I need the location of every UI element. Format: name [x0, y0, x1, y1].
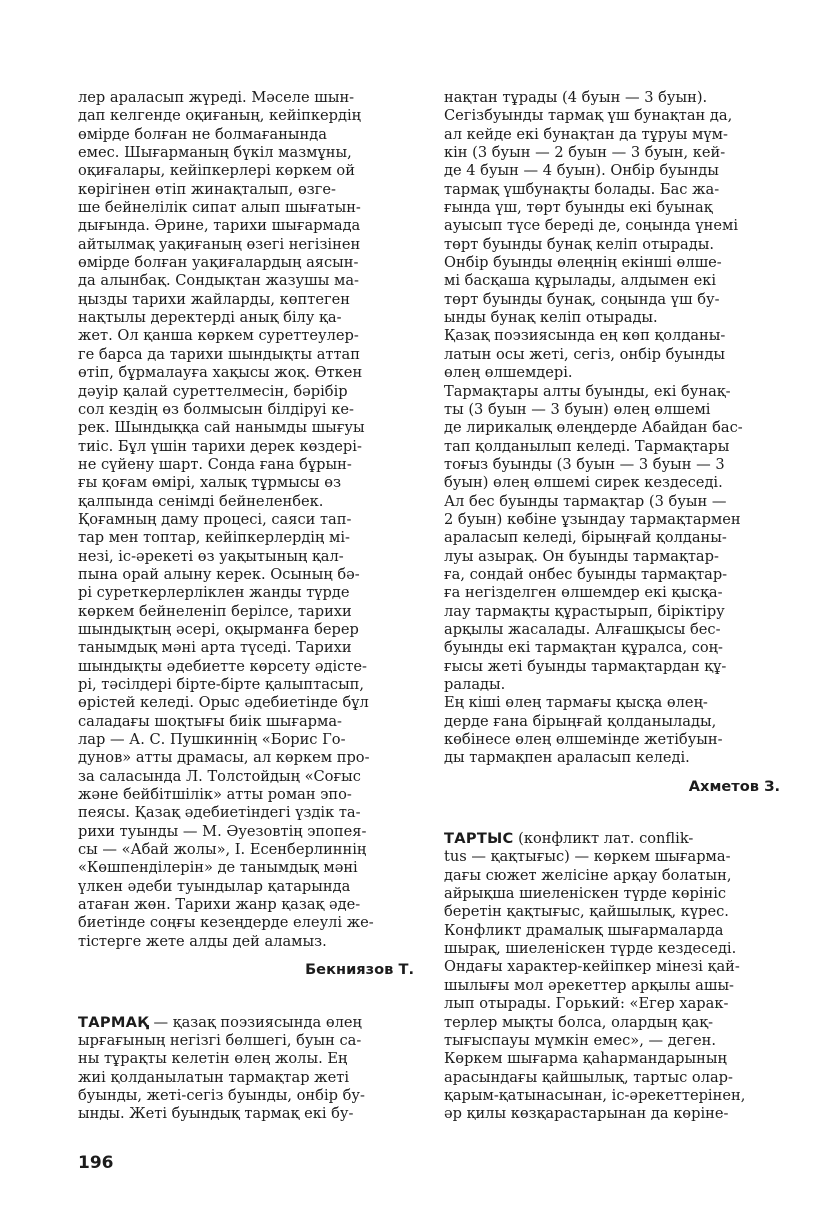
text-line: буынды екі тармақтан құралса, соң- [444, 639, 723, 657]
text-line: нақтылы деректерді анық білу қа- [78, 309, 342, 327]
text-line: айтылмақ уақиғаның өзегі негізінен [78, 235, 361, 253]
text-line: шындықтың әсері, оқырманға берер [78, 620, 359, 638]
text-line: саладағы шоқтығы биік шығарма- [78, 712, 342, 730]
text-line: де лирикалық өлеңдерде Абайдан бас- [444, 419, 743, 437]
text-line: араласып келеді, бірыңғай қолданы- [444, 529, 727, 547]
text-line: жиі қолданылатын тармақтар жеті [78, 1068, 349, 1086]
text-line: дығында. Әрине, тарихи шығармада [78, 217, 361, 235]
text-line: терлер мықты болса, олардың қақ- [444, 1013, 714, 1031]
text-line: төрт буынды бунақ, соңында үш бу- [444, 290, 720, 308]
text-line: тығыспауы мүмкін емес», — деген. [444, 1031, 716, 1049]
text-line: рек. Шындыққа сай нанымды шығуы [78, 419, 365, 437]
text-line: дунов» атты драмасы, ал көркем про- [78, 749, 370, 767]
text-line: незі, іс-әрекеті өз уақытының қал- [78, 547, 344, 565]
right-column [444, 89, 780, 1124]
text-line: әр қилы көзқарастарынан да көріне- [444, 1105, 729, 1123]
text-line: пеясы. Қазақ әдебиетіндегі үздік та- [78, 804, 361, 822]
text-line: Сегізбуынды тармақ үш бунақтан да, [444, 107, 733, 125]
text-line: арқылы жасалады. Алғашқысы бес- [444, 620, 721, 638]
entry-heading-rest: — қазақ поэзиясында өлең [148, 1013, 362, 1031]
entry-gap [78, 980, 414, 1014]
text-line: 2 буын) көбіне ұзындау тармақтармен [444, 510, 741, 528]
text-line: көрігінен өтіп жинақталып, өзге- [78, 180, 336, 198]
text-line: буын) өлең өлшемі сирек кездеседі. [444, 474, 723, 492]
text-line: айрықша шиеленіскен түрде көрініс [444, 885, 727, 903]
text-line: өмірде болған уақиғалардың аясын- [78, 254, 359, 272]
entry-heading: ТАРМАҚ [78, 1013, 149, 1031]
text-line: арасындағы қайшылық, тартыс олар- [444, 1068, 733, 1086]
left-column [78, 89, 414, 1124]
text-line: ал кейде екі бунақтан да тұруы мүм- [444, 125, 728, 143]
text-line: төрт буынды бунақ келіп отырады. [444, 235, 714, 253]
text-line: сы — «Абай жолы», І. Есенберлиннің [78, 841, 367, 859]
text-line: за саласында Л. Толстойдың «Соғыс [78, 767, 361, 785]
text-line [444, 830, 780, 848]
text-line: емес. Шығарманың бүкіл мазмұны, [78, 144, 352, 162]
text-line: биетінде соңғы кезеңдерде елеулі же- [78, 914, 374, 932]
text-line: нақтан тұрады (4 буын — 3 буын). [444, 89, 708, 106]
text-line: және бейбітшілік» атты роман эпо- [78, 786, 352, 804]
text-line: мі басқаша құрылады, алдымен екі [444, 272, 717, 290]
page-number: 196 [78, 1153, 114, 1173]
text-line: тар мен топтар, кейіпкерлердің мі- [78, 529, 350, 547]
text-line: ғында үш, төрт буынды екі буынақ [444, 199, 713, 217]
text-line: кін (3 буын — 2 буын — 3 буын, кей- [444, 144, 726, 162]
text-line: рихи туынды — М. Әуезовтің эпопея- [78, 822, 367, 840]
text-line: дап келгенде оқиғаның, кейіпкердің [78, 107, 362, 125]
text-line: танымдық мәні арта түседі. Тарихи [78, 639, 352, 657]
text-line: луы азырақ. Он буынды тармақтар- [444, 547, 719, 565]
text-line: ге барса да тарихи шындықты аттап [78, 345, 360, 363]
text-line: жет. Ол қанша көркем суреттеулер- [78, 327, 359, 345]
text-line: ше бейнелілік сипат алып шығатын- [78, 199, 361, 217]
text-line: латын осы жеті, сегіз, онбір буынды [444, 345, 725, 363]
text-line: оқиғалары, кейіпкерлері көркем ой [78, 162, 355, 180]
text-line: Ондағы характер-кейіпкер мінезі қай- [444, 958, 740, 976]
paragraph-syllable-meter [444, 89, 780, 327]
text-line: атаған жөн. Тарихи жанр қазақ әде- [78, 896, 361, 914]
text-line: тиіс. Бұл үшін тарихи дерек көздері- [78, 437, 362, 455]
text-line: Ең кіші өлең тармағы қысқа өлең- [444, 694, 708, 712]
text-line: Онбір буынды өлеңнің екінші өлше- [444, 254, 722, 272]
text-line: шылығы мол әрекеттер арқылы ашы- [444, 976, 734, 994]
text-line: ңызды тарихи жайларды, көптеген [78, 290, 351, 308]
text-line: тармақ үшбунақты болады. Бас жа- [444, 180, 720, 198]
text-line: Конфликт драмалық шығармаларда [444, 921, 724, 939]
text-line: шындықты әдебиетте көрсету әдісте- [78, 657, 367, 675]
text-line: ды тармақпен араласып келеді. [444, 749, 690, 767]
text-line: Ал бес буынды тармақтар (3 буын — [444, 492, 727, 510]
text-line: tus — қақтығыс) — көркем шығарма- [444, 848, 731, 866]
text-line: дәуір қалай суреттелмесін, бәрібір [78, 382, 348, 400]
text-line: пына орай алыну керек. Осының бә- [78, 565, 360, 583]
paragraph-society-depiction [78, 511, 414, 951]
text-line: Тармақтары алты буынды, екі бунақ- [444, 382, 731, 400]
text-line: қалпында сенімді бейнеленбек. [78, 492, 324, 510]
text-line: тап қолданылып келеді. Тармақтары [444, 437, 730, 455]
text-line: да алынбақ. Сондықтан жазушы ма- [78, 272, 359, 290]
text-line: тоғыз буынды (3 буын — 3 буын — 3 [444, 455, 725, 473]
text-line: беретін қақтығыс, қайшылық, күрес. [444, 903, 729, 921]
text-line: шырақ, шиеленіскен түрде кездеседі. [444, 940, 737, 958]
paragraph-historical-truth [78, 89, 414, 511]
text-line: өмірде болған не болмағанында [78, 125, 327, 143]
text-line: лер араласып жүреді. Мәселе шын- [78, 89, 355, 106]
text-line: ынды бунақ келіп отырады. [444, 309, 658, 327]
author-signature-beknyazov: Бекниязов Т. [305, 961, 414, 979]
text-line: өрістей келеді. Орыс әдебиетінде бұл [78, 694, 369, 712]
text-line: буынды, жеті-сегіз буынды, онбір бу- [78, 1086, 365, 1104]
text-line: де 4 буын — 4 буын). Онбір буынды [444, 162, 719, 180]
text-line: «Көшпенділерін» де танымдық мәні [78, 859, 358, 877]
text-line: тістерге жете алды дей аламыз. [78, 932, 327, 950]
entry-tarmak [78, 1014, 414, 1124]
text-line: ынды. Жеті буындық тармақ екі бу- [78, 1105, 354, 1123]
paragraph-shortest-line [444, 694, 780, 767]
entry-heading-rest: (конфликт лат. conflik- [513, 830, 694, 848]
text-line: көркем бейнеленіп берілсе, тарихи [78, 602, 352, 620]
text-line: көбінесе өлең өлшемінде жетібуын- [444, 731, 723, 749]
text-line: ға негізделген өлшемдер екі қысқа- [444, 584, 723, 602]
text-line: лып отырады. Горький: «Егер харак- [444, 995, 729, 1013]
text-line: лар — А. С. Пушкиннің «Борис Го- [78, 731, 346, 749]
text-line: ны тұрақты келетін өлең жолы. Ең [78, 1050, 348, 1068]
entry-tartys [444, 830, 780, 1124]
paragraph-six-syllable-lines [444, 383, 780, 695]
text-line: ты (3 буын — 3 буын) өлең өлшемі [444, 400, 711, 418]
text-line: Көркем шығарма қаһармандарының [444, 1050, 727, 1068]
paragraph-common-meters [444, 327, 780, 382]
text-line: ралады. [444, 676, 506, 693]
text-line: ғысы жеті буынды тармақтардан құ- [444, 657, 727, 675]
entry-gap [444, 796, 780, 830]
text-line: Қоғамның даму процесі, саяси тап- [78, 510, 352, 528]
text-line: не сүйену шарт. Сонда ғана бұрын- [78, 455, 352, 473]
text-line: лау тармақты құрастырып, біріктіру [444, 602, 725, 620]
text-line: қарым-қатынасынан, іс-әрекеттерінен, [444, 1086, 746, 1104]
text-line: сол кездің өз болмысын білдіруі ке- [78, 400, 354, 418]
author-signature-akhmetov: Ахметов З. [688, 777, 780, 795]
text-line: ырғағының негізгі бөлшегі, буын са- [78, 1031, 362, 1049]
text-line: рі суреткерлерліклен жанды түрде [78, 584, 350, 602]
text-line: рі, тәсілдері бірте-бірте қалыптасып, [78, 676, 365, 693]
text-line: өтіп, бұрмалауға хақысы жоқ. Өткен [78, 364, 363, 382]
text-line: үлкен әдеби туындылар қатарында [78, 877, 351, 895]
text-line: Қазақ поэзиясында ең көп қолданы- [444, 327, 726, 345]
entry-heading: ТАРТЫС [444, 830, 514, 848]
text-line: дағы сюжет желісіне арқау болатын, [444, 866, 732, 884]
text-line: өлең өлшемдері. [444, 364, 573, 382]
text-line: дерде ғана бірыңғай қолданылады, [444, 712, 717, 730]
text-line: ға, сондай онбес буынды тармақтар- [444, 565, 728, 583]
text-line: ғы қоғам өмірі, халық тұрмысы өз [78, 474, 342, 492]
text-line: ауысып түсе береді де, соңында үнемі [444, 217, 739, 235]
text-line [78, 1014, 414, 1032]
